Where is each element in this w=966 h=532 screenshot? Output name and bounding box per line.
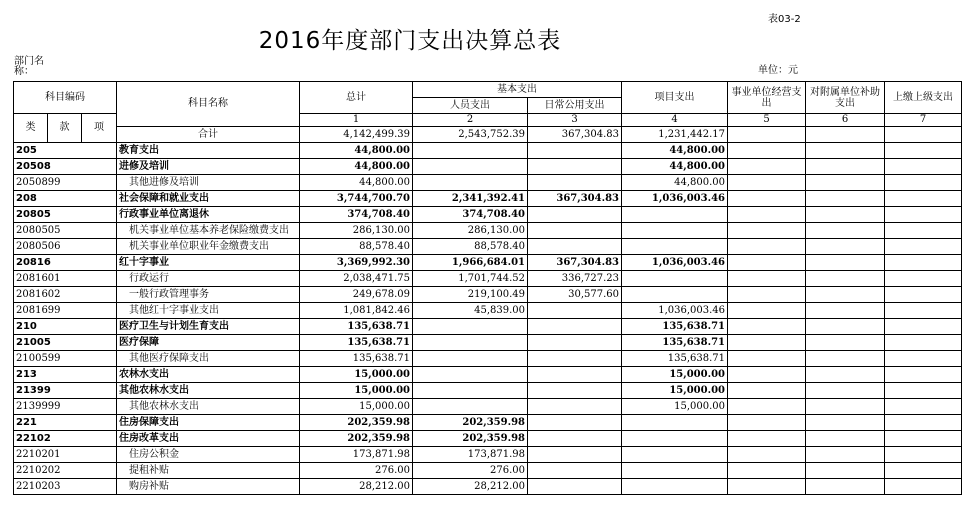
header-code: 科目编码 [14, 82, 117, 114]
row-project: 44,800.00 [622, 143, 728, 159]
header-idx-7: 7 [885, 114, 962, 127]
row-remit [885, 175, 962, 191]
row-remit [885, 223, 962, 239]
row-remit [885, 399, 962, 415]
row-public [528, 415, 622, 431]
row-remit [885, 303, 962, 319]
row-personnel: 28,212.00 [413, 479, 528, 495]
row-public [528, 399, 622, 415]
row-total: 135,638.71 [300, 319, 413, 335]
row-personnel: 219,100.49 [413, 287, 528, 303]
row-subsidy [806, 319, 885, 335]
row-operating [728, 463, 806, 479]
table-row [14, 367, 962, 383]
header-total: 总计 [300, 82, 413, 114]
row-code: 22102 [14, 431, 117, 447]
row-public [528, 303, 622, 319]
row-remit [885, 271, 962, 287]
row-operating [728, 303, 806, 319]
row-total: 276.00 [300, 463, 413, 479]
table-row [14, 175, 962, 191]
row-total: 202,359.98 [300, 415, 413, 431]
row-remit [885, 143, 962, 159]
row-operating [728, 447, 806, 463]
row-project: 1,036,003.46 [622, 303, 728, 319]
row-personnel [413, 399, 528, 415]
header-idx-1: 1 [300, 114, 413, 127]
table-row [14, 319, 962, 335]
row-subsidy [806, 463, 885, 479]
header-idx-3: 3 [528, 114, 622, 127]
total-row-personnel: 2,543,752.39 [413, 127, 528, 143]
table-row [14, 415, 962, 431]
row-remit [885, 255, 962, 271]
row-public [528, 447, 622, 463]
row-remit [885, 479, 962, 495]
row-total: 15,000.00 [300, 383, 413, 399]
row-project: 135,638.71 [622, 319, 728, 335]
form-number: 表03-2 [768, 14, 801, 25]
unit-label: 单位：元 [758, 65, 798, 76]
row-subsidy [806, 383, 885, 399]
row-code: 208 [14, 191, 117, 207]
row-subsidy [806, 303, 885, 319]
row-operating [728, 319, 806, 335]
row-name: 其他进修及培训 [117, 175, 300, 191]
row-code: 2080506 [14, 239, 117, 255]
header-basic: 基本支出 [413, 82, 622, 98]
row-name: 行政运行 [117, 271, 300, 287]
table-row [14, 431, 962, 447]
row-project: 44,800.00 [622, 159, 728, 175]
row-project [622, 207, 728, 223]
row-operating [728, 271, 806, 287]
row-remit [885, 447, 962, 463]
row-total: 15,000.00 [300, 399, 413, 415]
row-operating [728, 207, 806, 223]
row-personnel: 202,359.98 [413, 431, 528, 447]
row-personnel [413, 319, 528, 335]
row-operating [728, 287, 806, 303]
header-operating: 事业单位经营支出 [728, 82, 806, 114]
expenditure-table [13, 81, 962, 495]
row-project [622, 431, 728, 447]
row-project [622, 239, 728, 255]
row-project: 44,800.00 [622, 175, 728, 191]
table-row [14, 239, 962, 255]
row-public [528, 143, 622, 159]
header-idx-4: 4 [622, 114, 728, 127]
total-row-total: 4,142,499.39 [300, 127, 413, 143]
row-subsidy [806, 431, 885, 447]
row-code: 2080505 [14, 223, 117, 239]
row-name: 进修及培训 [117, 159, 300, 175]
row-code: 2081601 [14, 271, 117, 287]
row-public [528, 319, 622, 335]
row-total: 173,871.98 [300, 447, 413, 463]
row-code: 213 [14, 367, 117, 383]
row-total: 286,130.00 [300, 223, 413, 239]
row-name: 教育支出 [117, 143, 300, 159]
row-subsidy [806, 143, 885, 159]
row-personnel: 173,871.98 [413, 447, 528, 463]
row-name: 其他农林水支出 [117, 383, 300, 399]
row-name: 其他农林水支出 [117, 399, 300, 415]
page-title: 2016年度部门支出决算总表 [258, 28, 562, 54]
table-row [14, 399, 962, 415]
row-total: 44,800.00 [300, 143, 413, 159]
table-row [14, 207, 962, 223]
row-code: 20816 [14, 255, 117, 271]
row-total: 28,212.00 [300, 479, 413, 495]
row-name: 购房补贴 [117, 479, 300, 495]
row-name: 住房保障支出 [117, 415, 300, 431]
row-operating [728, 367, 806, 383]
row-code: 221 [14, 415, 117, 431]
row-public [528, 335, 622, 351]
row-personnel [413, 351, 528, 367]
row-project [622, 447, 728, 463]
header-subsidy: 对附属单位补助支出 [806, 82, 885, 114]
row-project [622, 415, 728, 431]
table-row [14, 303, 962, 319]
row-project [622, 271, 728, 287]
row-public: 336,727.23 [528, 271, 622, 287]
row-total: 44,800.00 [300, 175, 413, 191]
row-code: 2081602 [14, 287, 117, 303]
table-row [14, 159, 962, 175]
row-total: 135,638.71 [300, 351, 413, 367]
total-row-public: 367,304.83 [528, 127, 622, 143]
row-operating [728, 255, 806, 271]
row-personnel [413, 383, 528, 399]
row-public: 367,304.83 [528, 191, 622, 207]
row-total: 249,678.09 [300, 287, 413, 303]
row-code: 2210201 [14, 447, 117, 463]
table-row [14, 479, 962, 495]
row-remit [885, 191, 962, 207]
row-subsidy [806, 399, 885, 415]
row-project [622, 479, 728, 495]
row-remit [885, 431, 962, 447]
row-operating [728, 431, 806, 447]
row-project [622, 223, 728, 239]
header-personnel: 人员支出 [413, 98, 528, 114]
row-public [528, 175, 622, 191]
row-name: 住房公积金 [117, 447, 300, 463]
header-project: 项目支出 [622, 82, 728, 114]
row-code: 20805 [14, 207, 117, 223]
row-personnel: 202,359.98 [413, 415, 528, 431]
row-personnel [413, 143, 528, 159]
header-remit: 上缴上级支出 [885, 82, 962, 114]
row-project: 135,638.71 [622, 335, 728, 351]
row-project [622, 287, 728, 303]
row-personnel: 276.00 [413, 463, 528, 479]
row-public [528, 383, 622, 399]
row-subsidy [806, 271, 885, 287]
header-xiang: 项 [82, 114, 117, 143]
row-name: 机关事业单位基本养老保险缴费支出 [117, 223, 300, 239]
row-total: 15,000.00 [300, 367, 413, 383]
row-public: 30,577.60 [528, 287, 622, 303]
header-idx-2: 2 [413, 114, 528, 127]
row-project: 15,000.00 [622, 383, 728, 399]
header-kuan: 款 [48, 114, 82, 143]
row-operating [728, 479, 806, 495]
row-personnel: 2,341,392.41 [413, 191, 528, 207]
row-operating [728, 191, 806, 207]
row-remit [885, 287, 962, 303]
row-name: 农林水支出 [117, 367, 300, 383]
total-row-subsidy [806, 127, 885, 143]
row-remit [885, 319, 962, 335]
table-row [14, 223, 962, 239]
row-subsidy [806, 447, 885, 463]
row-project: 135,638.71 [622, 351, 728, 367]
table-row [14, 255, 962, 271]
row-operating [728, 351, 806, 367]
total-row-project: 1,231,442.17 [622, 127, 728, 143]
row-subsidy [806, 335, 885, 351]
row-remit [885, 351, 962, 367]
total-row-remit [885, 127, 962, 143]
row-total: 1,081,842.46 [300, 303, 413, 319]
row-total: 3,744,700.70 [300, 191, 413, 207]
row-name: 红十字事业 [117, 255, 300, 271]
header-public: 日常公用支出 [528, 98, 622, 114]
row-name: 行政事业单位离退休 [117, 207, 300, 223]
row-remit [885, 207, 962, 223]
table-row [14, 351, 962, 367]
row-public [528, 223, 622, 239]
row-name: 医疗卫生与计划生育支出 [117, 319, 300, 335]
row-public [528, 479, 622, 495]
row-remit [885, 239, 962, 255]
row-remit [885, 159, 962, 175]
row-subsidy [806, 351, 885, 367]
row-subsidy [806, 159, 885, 175]
row-public [528, 239, 622, 255]
row-remit [885, 367, 962, 383]
row-personnel [413, 367, 528, 383]
row-total: 88,578.40 [300, 239, 413, 255]
row-code: 21005 [14, 335, 117, 351]
row-subsidy [806, 255, 885, 271]
row-code: 2100599 [14, 351, 117, 367]
row-subsidy [806, 415, 885, 431]
row-project: 15,000.00 [622, 399, 728, 415]
row-public: 367,304.83 [528, 255, 622, 271]
row-project: 15,000.00 [622, 367, 728, 383]
row-remit [885, 383, 962, 399]
row-subsidy [806, 479, 885, 495]
row-operating [728, 143, 806, 159]
row-total: 44,800.00 [300, 159, 413, 175]
row-personnel [413, 159, 528, 175]
table-row [14, 463, 962, 479]
header-name: 科目名称 [117, 82, 300, 127]
row-total: 135,638.71 [300, 335, 413, 351]
row-operating [728, 239, 806, 255]
row-remit [885, 415, 962, 431]
header-idx-5: 5 [728, 114, 806, 127]
row-subsidy [806, 239, 885, 255]
row-code: 205 [14, 143, 117, 159]
row-public [528, 351, 622, 367]
row-code: 2210202 [14, 463, 117, 479]
row-personnel: 45,839.00 [413, 303, 528, 319]
row-public [528, 207, 622, 223]
row-total: 374,708.40 [300, 207, 413, 223]
row-name: 机关事业单位职业年金缴费支出 [117, 239, 300, 255]
row-personnel: 374,708.40 [413, 207, 528, 223]
row-subsidy [806, 207, 885, 223]
header-idx-6: 6 [806, 114, 885, 127]
row-personnel: 88,578.40 [413, 239, 528, 255]
row-total: 2,038,471.75 [300, 271, 413, 287]
row-operating [728, 223, 806, 239]
row-public [528, 367, 622, 383]
total-row-label: 合计 [117, 127, 300, 143]
department-label: 部门名 称： [14, 56, 44, 77]
row-operating [728, 159, 806, 175]
row-total: 3,369,992.30 [300, 255, 413, 271]
row-subsidy [806, 367, 885, 383]
row-subsidy [806, 191, 885, 207]
row-personnel: 1,701,744.52 [413, 271, 528, 287]
row-name: 社会保障和就业支出 [117, 191, 300, 207]
row-name: 其他医疗保障支出 [117, 351, 300, 367]
row-remit [885, 463, 962, 479]
row-personnel: 286,130.00 [413, 223, 528, 239]
row-name: 其他红十字事业支出 [117, 303, 300, 319]
row-subsidy [806, 223, 885, 239]
row-code: 2139999 [14, 399, 117, 415]
row-name: 住房改革支出 [117, 431, 300, 447]
row-operating [728, 383, 806, 399]
row-subsidy [806, 175, 885, 191]
row-name: 一般行政管理事务 [117, 287, 300, 303]
row-operating [728, 175, 806, 191]
table-row [14, 287, 962, 303]
row-code: 21399 [14, 383, 117, 399]
header-lei: 类 [14, 114, 48, 143]
row-operating [728, 399, 806, 415]
row-project [622, 463, 728, 479]
row-name: 提租补贴 [117, 463, 300, 479]
row-personnel: 1,966,684.01 [413, 255, 528, 271]
row-code: 2050899 [14, 175, 117, 191]
row-code: 2081699 [14, 303, 117, 319]
row-code: 2210203 [14, 479, 117, 495]
row-name: 医疗保障 [117, 335, 300, 351]
row-operating [728, 335, 806, 351]
table-row [14, 447, 962, 463]
row-public [528, 159, 622, 175]
table-row [14, 191, 962, 207]
row-public [528, 431, 622, 447]
row-personnel [413, 335, 528, 351]
table-row [14, 335, 962, 351]
row-remit [885, 335, 962, 351]
table-body [14, 143, 962, 495]
row-operating [728, 415, 806, 431]
row-public [528, 463, 622, 479]
total-row-operating [728, 127, 806, 143]
row-code: 210 [14, 319, 117, 335]
table-row [14, 271, 962, 287]
row-project: 1,036,003.46 [622, 191, 728, 207]
row-total: 202,359.98 [300, 431, 413, 447]
row-personnel [413, 175, 528, 191]
row-code: 20508 [14, 159, 117, 175]
row-project: 1,036,003.46 [622, 255, 728, 271]
row-subsidy [806, 287, 885, 303]
table-row [14, 143, 962, 159]
table-row [14, 383, 962, 399]
